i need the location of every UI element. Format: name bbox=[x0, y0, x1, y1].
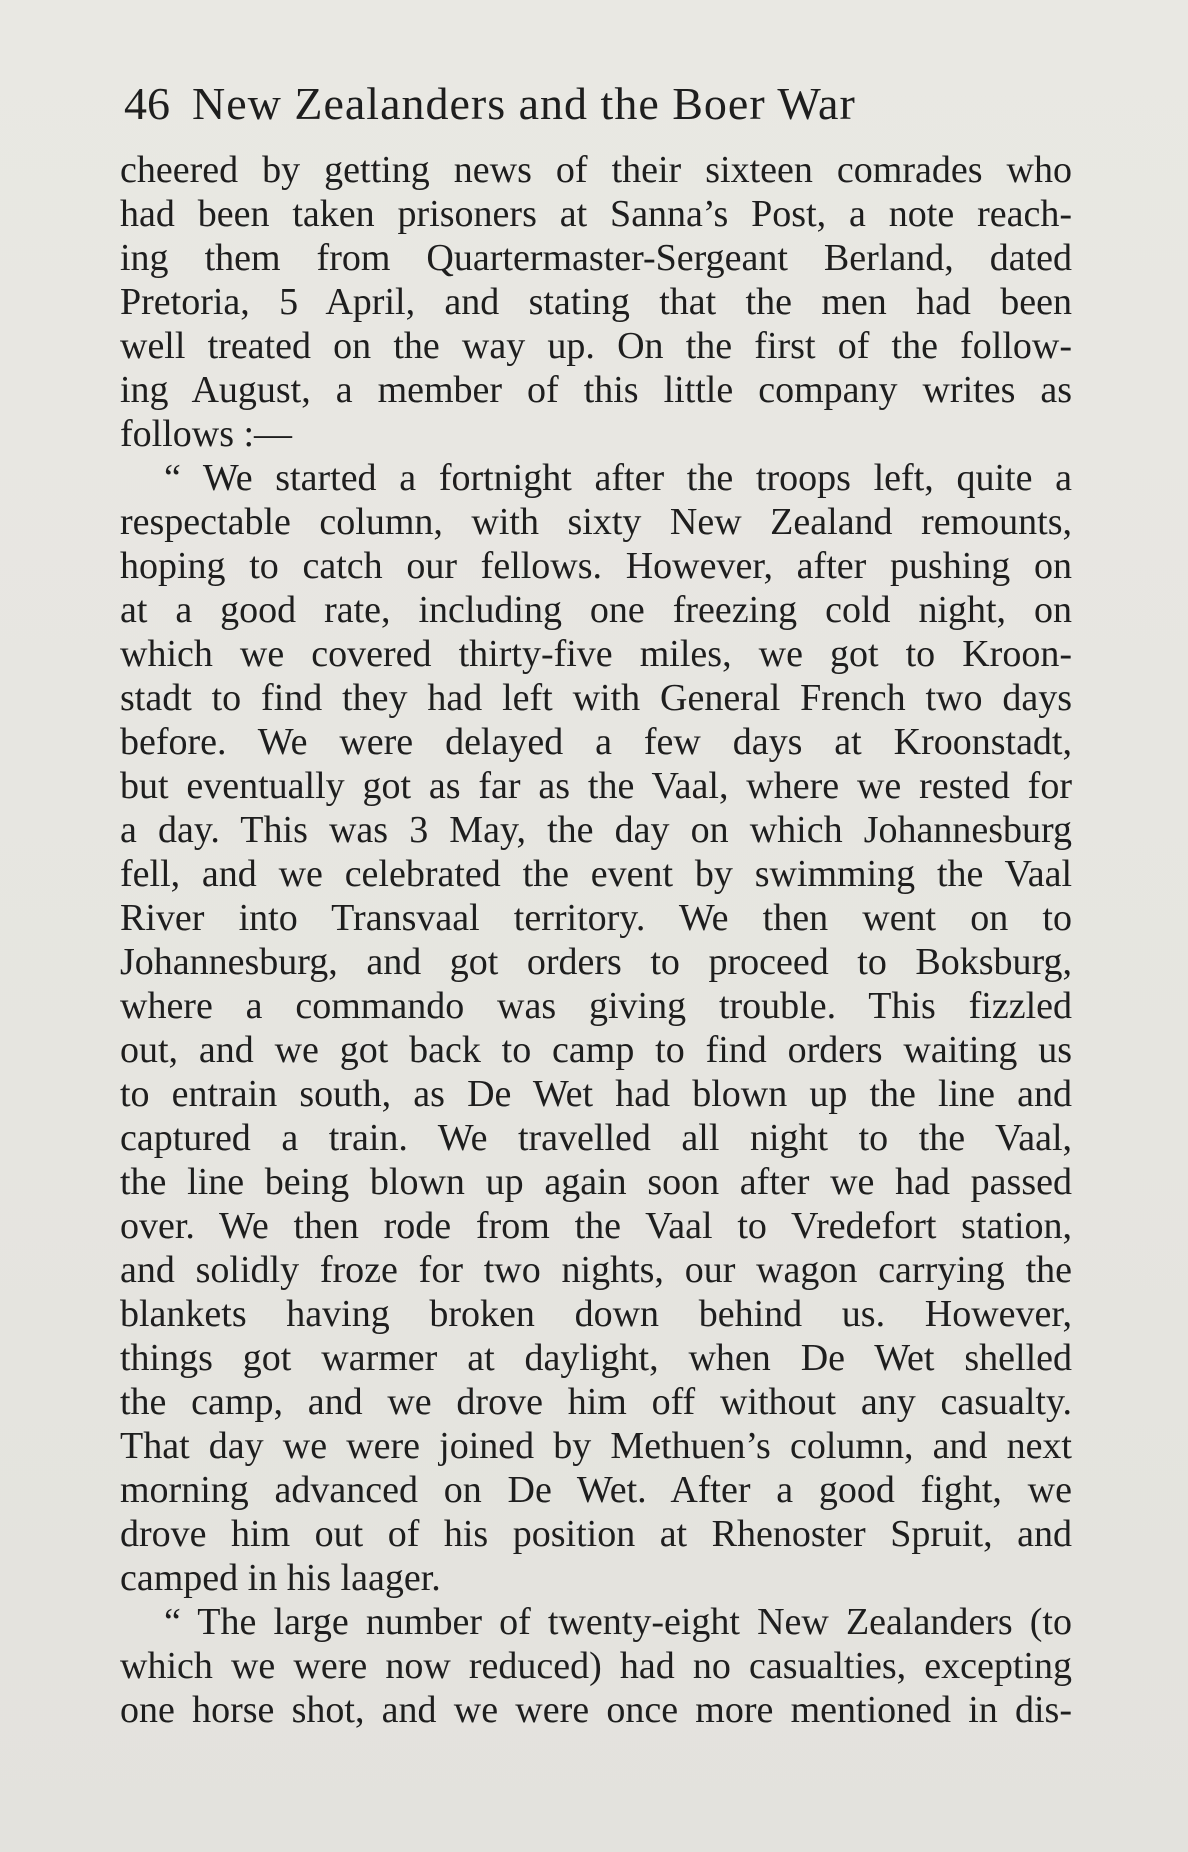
running-title: New Zealanders and the Boer War bbox=[192, 78, 856, 129]
text-line: drove him out of his position at Rhenoster Spruit, and bbox=[120, 1513, 1072, 1555]
text-line: That day we were joined by Methuen’s column, and next bbox=[120, 1425, 1072, 1467]
text-line: a day. This was 3 May, the day on which Johannesburg bbox=[120, 809, 1072, 851]
text-line: ing them from Quartermaster-Sergeant Berland, dated bbox=[120, 237, 1072, 279]
text-line: Pretoria, 5 April, and stating that the men had been bbox=[120, 281, 1072, 323]
text-line: one horse shot, and we were once more mentioned in dis- bbox=[120, 1689, 1072, 1731]
paragraph bbox=[120, 148, 1072, 456]
text-line: hoping to catch our fellows. However, after pushing on bbox=[120, 545, 1072, 587]
text-line: which we were now reduced) had no casualties, excepting bbox=[120, 1645, 1072, 1687]
text-line: over. We then rode from the Vaal to Vredefort station, bbox=[120, 1205, 1072, 1247]
text-line: had been taken prisoners at Sanna’s Post, a note reach- bbox=[120, 193, 1072, 235]
text-line: Johannesburg, and got orders to proceed to Boksburg, bbox=[120, 941, 1072, 983]
text-line: camped in his laager. bbox=[120, 1557, 441, 1599]
text-line: captured a train. We travelled all night to the Vaal, bbox=[120, 1117, 1072, 1159]
text-line: the camp, and we drove him off without any casualty. bbox=[120, 1381, 1072, 1423]
text-line: at a good rate, including one freezing cold night, on bbox=[120, 589, 1072, 631]
text-line: stadt to find they had left with General French two days bbox=[120, 677, 1072, 719]
text-line: “ We started a fortnight after the troops left, quite a bbox=[164, 457, 1072, 499]
text-line: fell, and we celebrated the event by swimming the Vaal bbox=[120, 853, 1072, 895]
paragraph bbox=[120, 456, 1072, 1600]
page-header bbox=[124, 72, 1004, 136]
text-line: ing August, a member of this little company writes as bbox=[120, 369, 1072, 411]
text-line: River into Transvaal territory. We then went on to bbox=[120, 897, 1072, 939]
paragraph bbox=[120, 1600, 1072, 1732]
text-line: which we covered thirty-five miles, we got to Kroon- bbox=[120, 633, 1072, 675]
text-line: morning advanced on De Wet. After a good fight, we bbox=[120, 1469, 1072, 1511]
text-line: out, and we got back to camp to find orders waiting us bbox=[120, 1029, 1072, 1071]
page-number: 46 bbox=[124, 78, 170, 129]
text-line: to entrain south, as De Wet had blown up the line and bbox=[120, 1073, 1072, 1115]
text-line: blankets having broken down behind us. However, bbox=[120, 1293, 1072, 1335]
text-line: before. We were delayed a few days at Kroonstadt, bbox=[120, 721, 1072, 763]
body-text bbox=[120, 148, 1072, 1732]
text-line: where a commando was giving trouble. This fizzled bbox=[120, 985, 1072, 1027]
text-line: but eventually got as far as the Vaal, where we rested for bbox=[120, 765, 1072, 807]
text-line: follows :— bbox=[120, 413, 293, 455]
text-line: well treated on the way up. On the first of the follow- bbox=[120, 325, 1072, 367]
text-line: and solidly froze for two nights, our wagon carrying the bbox=[120, 1249, 1072, 1291]
text-line: cheered by getting news of their sixteen comrades who bbox=[120, 149, 1072, 191]
text-line: things got warmer at daylight, when De Wet shelled bbox=[120, 1337, 1072, 1379]
text-line: “ The large number of twenty-eight New Zealanders (to bbox=[164, 1601, 1072, 1643]
text-line: the line being blown up again soon after we had passed bbox=[120, 1161, 1072, 1203]
text-line: respectable column, with sixty New Zealand remounts, bbox=[120, 501, 1072, 543]
